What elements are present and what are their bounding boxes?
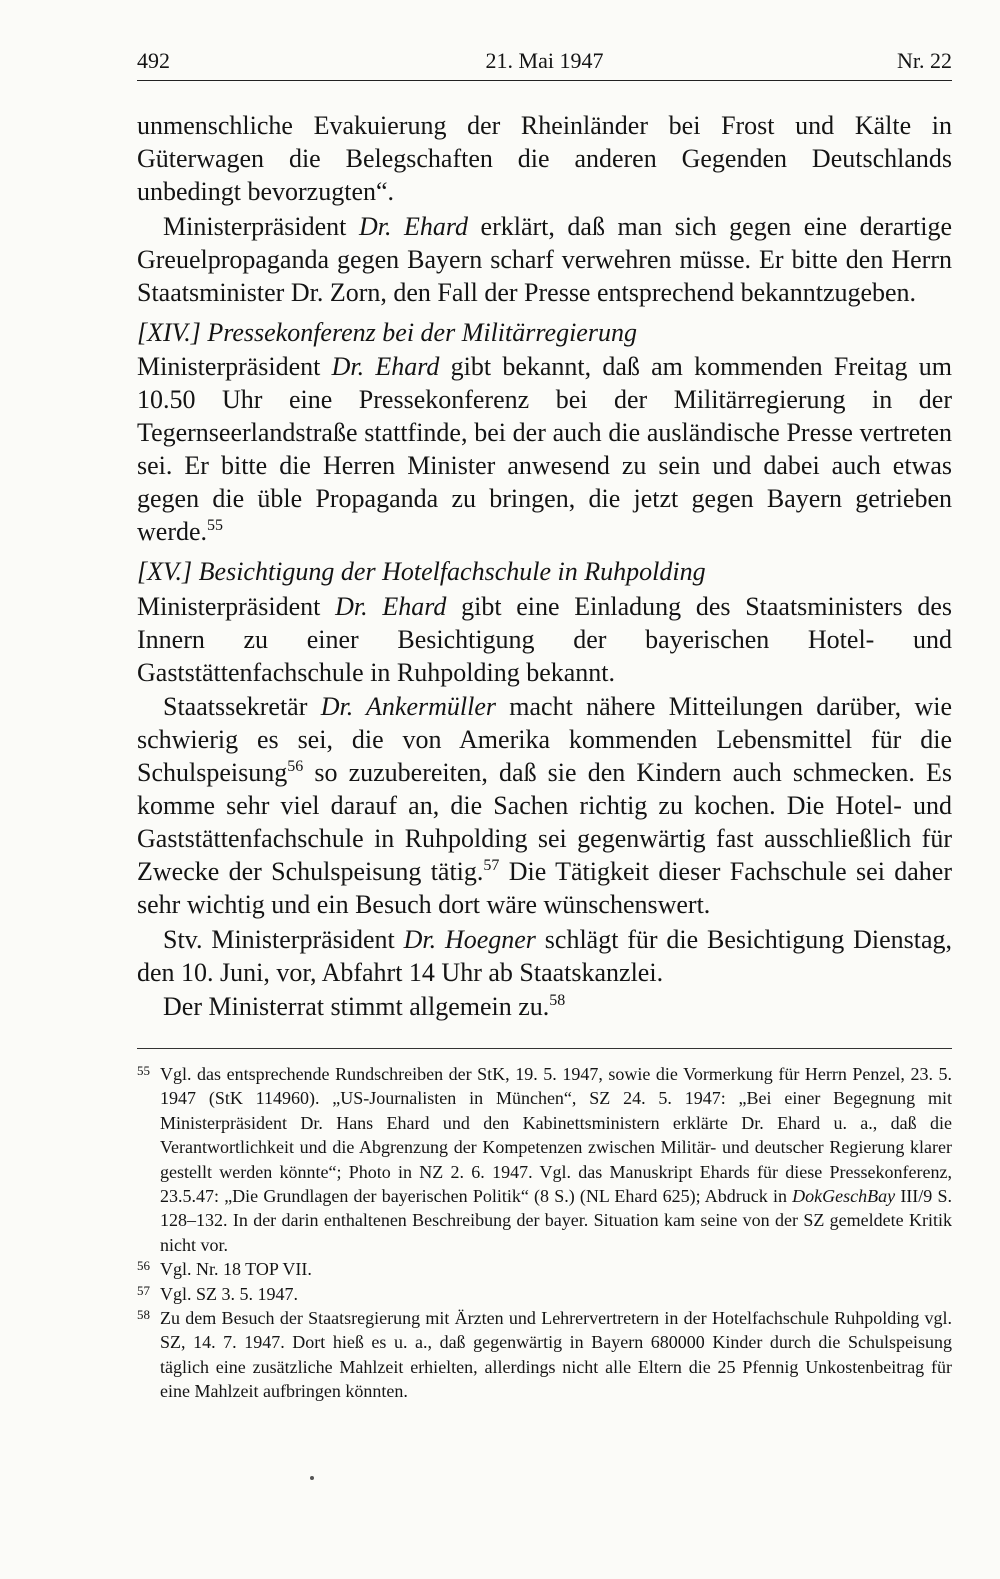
footnote-number: 56: [137, 1258, 150, 1274]
section-number: [XIV.]: [137, 317, 201, 347]
paragraph: Ministerpräsident Dr. Ehard erklärt, daß man sich gegen eine derartige Greuelpropaganda gegen Bayern scharf verwehren müsse. Er bitte den Herrn Staatsminister Dr. Zorn, den Fall der Presse entsprechend bekanntzugeben.: [137, 211, 952, 307]
paragraph: unmenschliche Evakuierung der Rheinländer bei Frost und Kälte in Güterwagen die Belegschaften die anderen Gegenden Deutschlands unbedingt bevorzugten“.: [137, 111, 952, 206]
footnote: 56 Vgl. Nr. 18 TOP VII.: [137, 1257, 952, 1281]
print-speck: [310, 1476, 314, 1480]
footnotes: [137, 1062, 952, 1404]
footnote-number: 57: [137, 1282, 150, 1298]
person-name: Ehard: [391, 211, 469, 241]
running-header: [137, 46, 952, 81]
person-name: Ankermüller: [353, 692, 496, 721]
paragraph: Der Ministerrat stimmt allgemein zu.$^{58}$: [163, 992, 566, 1021]
footnote: 55 Vgl. das entsprechende Rundschreiben der StK, 19. 5. 1947, sowie die Vormerkung für Herrn Penzel, 23. 5. 1947 (StK 114960). „US-Journalisten in München“, SZ 24. 5. 1947: „Bei einer Begegnung mit Ministerpräsident Dr. Hans Ehard und den Kabinettsministern erklärte Dr. Ehard u. a., daß die Verantwortlichkeit und die Abgrenzung der Kompetenzen zwischen Militär- und deutscher Regierung klarer gestellt werden könnte“; Photo in NZ 2. 6. 1947. Vgl. das Manuskript Ehards für diese Pressekonferenz, 23.5.47: „Die Grundlagen der bayerischen Politik“ (8 S.) (NL Ehard 625); Abdruck in DokGeschBay III/9 S. 128–132. In der darin enthaltenen Beschreibung der bayer. Situation kam seine von der SZ gemeldete Kritik nicht vor.: [137, 1062, 952, 1257]
footnote-ref[interactable]: 58: [549, 992, 566, 1009]
footnote-number: 55: [137, 1063, 150, 1078]
paragraph: Stv. Ministerpräsident Dr. Hoegner schlägt für die Besichtigung Dienstag, den 10. Juni, vor, Abfahrt 14 Uhr ab Staatskanzlei.: [137, 924, 953, 987]
person-name: Ehard: [364, 352, 440, 381]
paragraph: Ministerpräsident Dr. Ehard gibt eine Einladung des Staatsministers des Innern zu einer Besichtigung der bayerischen Hotel- und Gaststättenfachschule in Ruhpolding bekannt.: [137, 591, 952, 687]
section-title: Besichtigung der Hotelfachschule in Ruhpolding: [192, 557, 706, 586]
document-number: Nr. 22: [897, 48, 952, 73]
footnote-number: 58: [137, 1307, 150, 1323]
person-name: Hoegner: [436, 924, 536, 954]
section-heading: [137, 555, 952, 588]
footnote-separator: [137, 1048, 952, 1049]
main-text: [137, 109, 952, 1025]
section-title: Pressekonferenz bei der Militärregierung: [200, 317, 637, 347]
footnote: 57 Vgl. SZ 3. 5. 1947.: [137, 1282, 952, 1306]
footnote-ref[interactable]: 57: [483, 857, 500, 874]
footnote-ref[interactable]: 55: [207, 517, 224, 534]
header-date: 21. Mai 1947: [485, 48, 604, 73]
paragraph: Ministerpräsident Dr. Ehard gibt bekannt, daß am kommenden Freitag um 10.50 Uhr eine Pressekonferenz bei der Militärregierung in der Tegernseerlandstraße stattfinde, bei der auch die ausländische Presse vertreten sei. Er bitte die Herren Minister anwesend zu sein und dabei auch etwas gegen die üble Propaganda zu bringen, die jetzt gegen Bayern getrieben werde.$^{55}$: [137, 352, 952, 546]
page-number: 492: [137, 48, 170, 73]
person-name: Ehard: [367, 591, 447, 621]
footnote: 58 Zu dem Besuch der Staatsregierung mit Ärzten und Lehrervertretern in der Hotelfachschule Ruhpolding vgl. SZ, 14. 7. 1947. Dort hieß es u. a., daß gegenwärtig in Bayern 680000 Kinder durch die Schulspeisung täglich eine zusätzliche Mahlzeit erhielten, allerdings nicht alle Eltern die 25 Pfennig Unkostenbeitrag für eine Mahlzeit aufbringen könnten.: [137, 1306, 952, 1404]
section-heading: [137, 316, 952, 349]
footnote-ref[interactable]: 56: [287, 758, 304, 775]
paragraph: Staatssekretär Dr. Ankermüller macht nähere Mitteilungen darüber, wie schwierig es sei, die von Amerika kommenden Lebensmittel für die Schulspeisung$^{56}$ so zuzubereiten, daß sie den Kindern auch schmecken. Es komme sehr viel darauf an, die Sachen richtig zu kochen. Die Hotel- und Gaststättenfachschule in Ruhpolding sei gegenwärtig fast ausschließlich für Zwecke der Schulspeisung tätig.$^{57}$ Die Tätigkeit dieser Fachschule sei daher sehr wichtig und ein Besuch dort wäre wünschenswert.: [137, 692, 952, 919]
section-number: [XV.]: [137, 557, 193, 586]
